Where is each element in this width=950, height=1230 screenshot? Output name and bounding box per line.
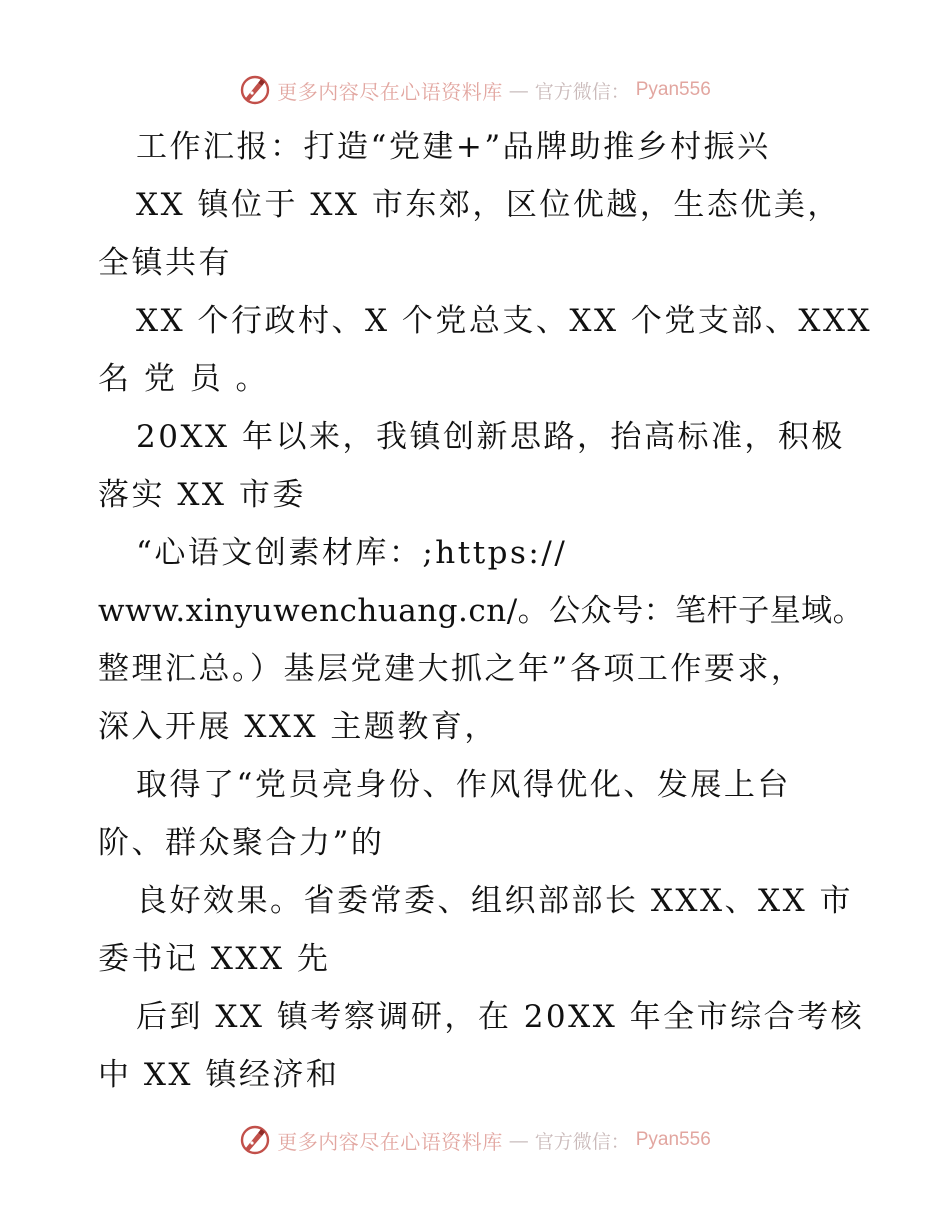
watermark-separator: — bbox=[508, 78, 529, 102]
paragraph-line: “心语文创素材库：;https:// bbox=[136, 535, 568, 571]
paragraph-line: 落实 XX 市委 bbox=[98, 477, 306, 513]
document-body bbox=[98, 118, 873, 1104]
paragraph-line: 阶、群众聚合力”的 bbox=[98, 825, 385, 861]
paragraph-line: 良好效果。省委常委、组织部部长 XXX、XX 市 bbox=[136, 883, 854, 919]
paragraph-line: 全镇共有 bbox=[98, 245, 232, 281]
watermark-site-text: 更多内容尽在心语资料库 bbox=[277, 79, 503, 104]
document-title: 工作汇报：打造“党建+”品牌助推乡村振兴 bbox=[136, 129, 771, 165]
paragraph-line: 20XX 年以来，我镇创新思路，抬高标准，积极 bbox=[136, 419, 845, 455]
watermark-wechat-id: Pyan556 bbox=[635, 79, 711, 100]
paragraph-line: 委书记 XXX 先 bbox=[98, 941, 331, 977]
paragraph-line: 名 党 员 。 bbox=[98, 361, 270, 397]
paragraph-line: 取得了“党员亮身份、作风得优化、发展上台 bbox=[136, 767, 791, 803]
paragraph-line: XX 个行政村、X 个党总支、XX 个党支部、XXX bbox=[136, 303, 873, 339]
watermark-group bbox=[239, 74, 711, 106]
paragraph-line: 深入开展 XXX 主题教育， bbox=[98, 709, 498, 745]
watermark-wechat-id: Pyan556 bbox=[635, 1129, 711, 1150]
paragraph-line: 中 XX 镇经济和 bbox=[98, 1057, 340, 1093]
paragraph-line: XX 镇位于 XX 市东郊，区位优越，生态优美， bbox=[136, 187, 841, 223]
paragraph-line: www.xinyuwenchuang.cn/。公众号：笔杆子星域。 bbox=[98, 593, 865, 629]
watermark-wechat-label: 官方微信： bbox=[534, 80, 630, 103]
paragraph-line: 后到 XX 镇考察调研，在 20XX 年全市综合考核 bbox=[136, 999, 865, 1035]
paragraph-line: 整理汇总。）基层党建大抓之年”各项工作要求， bbox=[98, 651, 805, 687]
pen-logo-icon bbox=[239, 1124, 271, 1156]
footer-watermark bbox=[0, 1120, 950, 1160]
watermark-group bbox=[239, 1124, 711, 1156]
watermark-site-text: 更多内容尽在心语资料库 bbox=[277, 1129, 503, 1154]
header-watermark bbox=[0, 70, 950, 110]
pen-logo-icon bbox=[239, 74, 271, 106]
watermark-separator: — bbox=[508, 1128, 529, 1152]
watermark-wechat-label: 官方微信： bbox=[534, 1130, 630, 1153]
